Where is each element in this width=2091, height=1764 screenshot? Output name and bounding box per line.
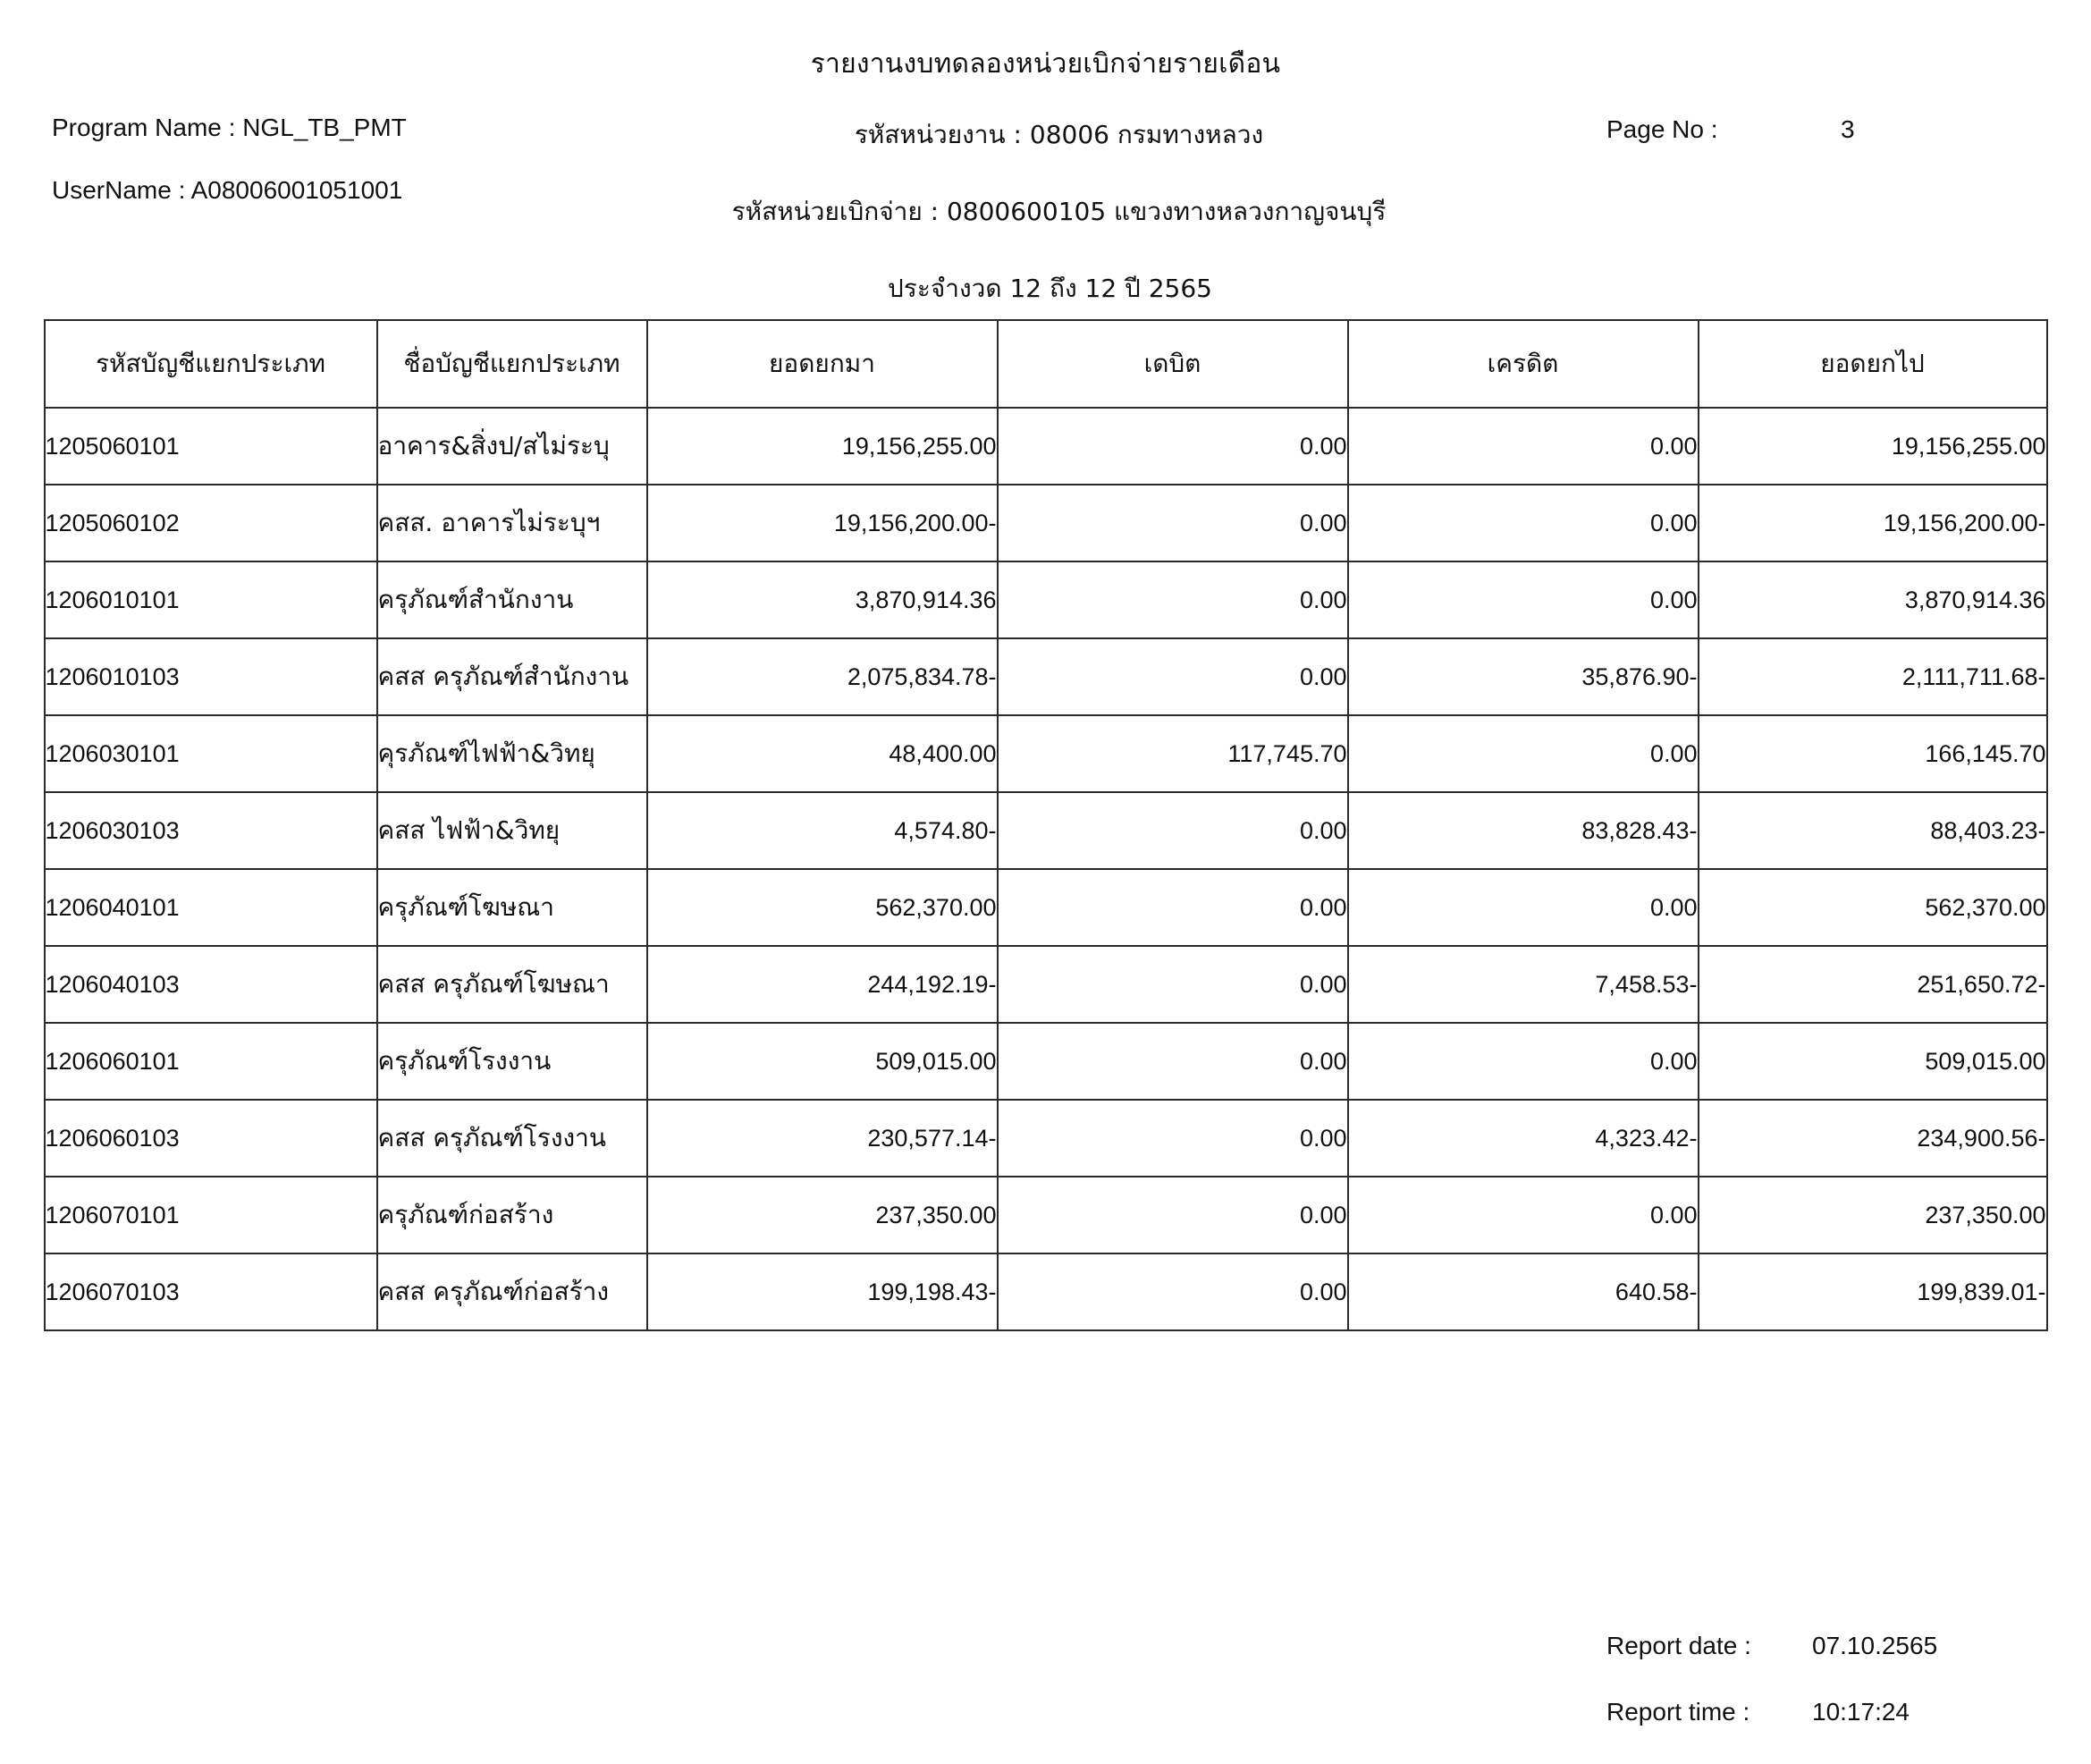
cell-opening-balance: 2,075,834.78- — [647, 638, 998, 715]
column-header-account-name: ชื่อบัญชีแยกประเภท — [377, 320, 647, 408]
cell-closing-balance: 3,870,914.36 — [1699, 561, 2047, 638]
cell-account-code: 1206030103 — [45, 792, 377, 869]
cell-account-name: คสส ครุภัณฑ์โฆษณา — [377, 946, 647, 1023]
page-no-value: 3 — [1841, 115, 1855, 143]
cell-opening-balance: 19,156,200.00- — [647, 485, 998, 561]
cell-opening-balance: 237,350.00 — [647, 1177, 998, 1253]
report-time-label: Report time : — [1606, 1698, 1750, 1726]
cell-opening-balance: 230,577.14- — [647, 1100, 998, 1177]
cell-account-code: 1206070103 — [45, 1253, 377, 1330]
cell-opening-balance: 244,192.19- — [647, 946, 998, 1023]
cell-credit: 7,458.53- — [1348, 946, 1699, 1023]
cell-account-code: 1205060102 — [45, 485, 377, 561]
cell-account-name: อาคาร&สิ่งป/สไม่ระบุ — [377, 408, 647, 485]
cell-debit: 0.00 — [998, 561, 1348, 638]
cell-credit: 0.00 — [1348, 869, 1699, 946]
cell-debit: 0.00 — [998, 1100, 1348, 1177]
cell-debit: 0.00 — [998, 485, 1348, 561]
cell-closing-balance: 562,370.00 — [1699, 869, 2047, 946]
cell-account-code: 1206010103 — [45, 638, 377, 715]
meta-right-column — [1606, 115, 1991, 1764]
cell-credit: 640.58- — [1348, 1253, 1699, 1330]
cell-closing-balance: 19,156,200.00- — [1699, 485, 2047, 561]
report-time-value: 10:17:24 — [1812, 1698, 1910, 1726]
cell-closing-balance: 199,839.01- — [1699, 1253, 2047, 1330]
cell-account-name: คสส ครุภัณฑ์โรงงาน — [377, 1100, 647, 1177]
report-date-row — [1606, 1632, 1991, 1660]
cell-closing-balance: 234,900.56- — [1699, 1100, 2047, 1177]
cell-account-code: 1206030101 — [45, 715, 377, 792]
cell-debit: 0.00 — [998, 408, 1348, 485]
cell-closing-balance: 2,111,711.68- — [1699, 638, 2047, 715]
cell-closing-balance: 237,350.00 — [1699, 1177, 2047, 1253]
cell-account-name: ครุภัณฑ์โรงงาน — [377, 1023, 647, 1100]
cell-opening-balance: 19,156,255.00 — [647, 408, 998, 485]
cell-account-code: 1206060101 — [45, 1023, 377, 1100]
cell-credit: 35,876.90- — [1348, 638, 1699, 715]
program-name-label: Program Name : — [52, 114, 236, 141]
column-header-credit: เครดิต — [1348, 320, 1699, 408]
cell-debit: 0.00 — [998, 638, 1348, 715]
cell-account-name: คสส ครุภัณฑ์สำนักงาน — [377, 638, 647, 715]
program-name-value: NGL_TB_PMT — [242, 114, 407, 141]
cell-opening-balance: 562,370.00 — [647, 869, 998, 946]
cell-account-name: คุรภัณฑ์ไฟฟ้า&วิทยุ — [377, 715, 647, 792]
agency-line: รหัสหน่วยงาน : 08006 กรมทางหลวง — [854, 120, 1264, 149]
report-page — [0, 43, 2091, 1726]
period-line: ประจำงวด 12 ถึง 12 ปี 2565 — [888, 274, 1212, 303]
column-header-closing-balance: ยอดยกไป — [1699, 320, 2047, 408]
cell-opening-balance: 48,400.00 — [647, 715, 998, 792]
cell-credit: 0.00 — [1348, 561, 1699, 638]
cell-debit: 0.00 — [998, 1177, 1348, 1253]
cell-debit: 0.00 — [998, 1023, 1348, 1100]
cell-account-name: คสส ครุภัณฑ์ก่อสร้าง — [377, 1253, 647, 1330]
report-date-value: 07.10.2565 — [1812, 1632, 1938, 1659]
cell-account-name: ครุภัณฑ์สำนักงาน — [377, 561, 647, 638]
cell-account-name: คสส ไฟฟ้า&วิทยุ — [377, 792, 647, 869]
cell-closing-balance: 251,650.72- — [1699, 946, 2047, 1023]
disbursement-unit-line: รหัสหน่วยเบิกจ่าย : 0800600105 แขวงทางหลวงกาญจนบุรี — [731, 197, 1387, 226]
cell-credit: 83,828.43- — [1348, 792, 1699, 869]
cell-debit: 0.00 — [998, 1253, 1348, 1330]
column-header-account-code: รหัสบัญชีแยกประเภท — [45, 320, 377, 408]
cell-closing-balance: 509,015.00 — [1699, 1023, 2047, 1100]
cell-opening-balance: 4,574.80- — [647, 792, 998, 869]
cell-credit: 0.00 — [1348, 715, 1699, 792]
username-value: A08006001051001 — [190, 176, 403, 204]
report-time-row — [1606, 1698, 1991, 1726]
page-no-label: Page No : — [1606, 115, 1718, 143]
cell-credit: 0.00 — [1348, 408, 1699, 485]
cell-closing-balance: 19,156,255.00 — [1699, 408, 2047, 485]
cell-account-code: 1206040101 — [45, 869, 377, 946]
cell-opening-balance: 3,870,914.36 — [647, 561, 998, 638]
cell-debit: 0.00 — [998, 869, 1348, 946]
cell-credit: 0.00 — [1348, 1023, 1699, 1100]
cell-account-code: 1206040103 — [45, 946, 377, 1023]
cell-debit: 0.00 — [998, 946, 1348, 1023]
report-date-label: Report date : — [1606, 1632, 1751, 1659]
cell-closing-balance: 88,403.23- — [1699, 792, 2047, 869]
cell-credit: 0.00 — [1348, 485, 1699, 561]
cell-account-name: ครุภัณฑ์ก่อสร้าง — [377, 1177, 647, 1253]
column-header-debit: เดบิต — [998, 320, 1348, 408]
cell-debit: 0.00 — [998, 792, 1348, 869]
cell-debit: 117,745.70 — [998, 715, 1348, 792]
cell-account-code: 1206060103 — [45, 1100, 377, 1177]
cell-account-code: 1206070101 — [45, 1177, 377, 1253]
page-title: รายงานงบทดลองหน่วยเบิกจ่ายรายเดือน — [810, 48, 1281, 80]
cell-closing-balance: 166,145.70 — [1699, 715, 2047, 792]
cell-opening-balance: 509,015.00 — [647, 1023, 998, 1100]
cell-account-code: 1206010101 — [45, 561, 377, 638]
cell-account-code: 1205060101 — [45, 408, 377, 485]
page-no-row — [1606, 115, 2091, 1594]
column-header-opening-balance: ยอดยกมา — [647, 320, 998, 408]
cell-credit: 0.00 — [1348, 1177, 1699, 1253]
cell-opening-balance: 199,198.43- — [647, 1253, 998, 1330]
cell-credit: 4,323.42- — [1348, 1100, 1699, 1177]
username-label: UserName : — [52, 176, 186, 204]
cell-account-name: ครุภัณฑ์โฆษณา — [377, 869, 647, 946]
cell-account-name: คสส. อาคารไม่ระบุฯ — [377, 485, 647, 561]
